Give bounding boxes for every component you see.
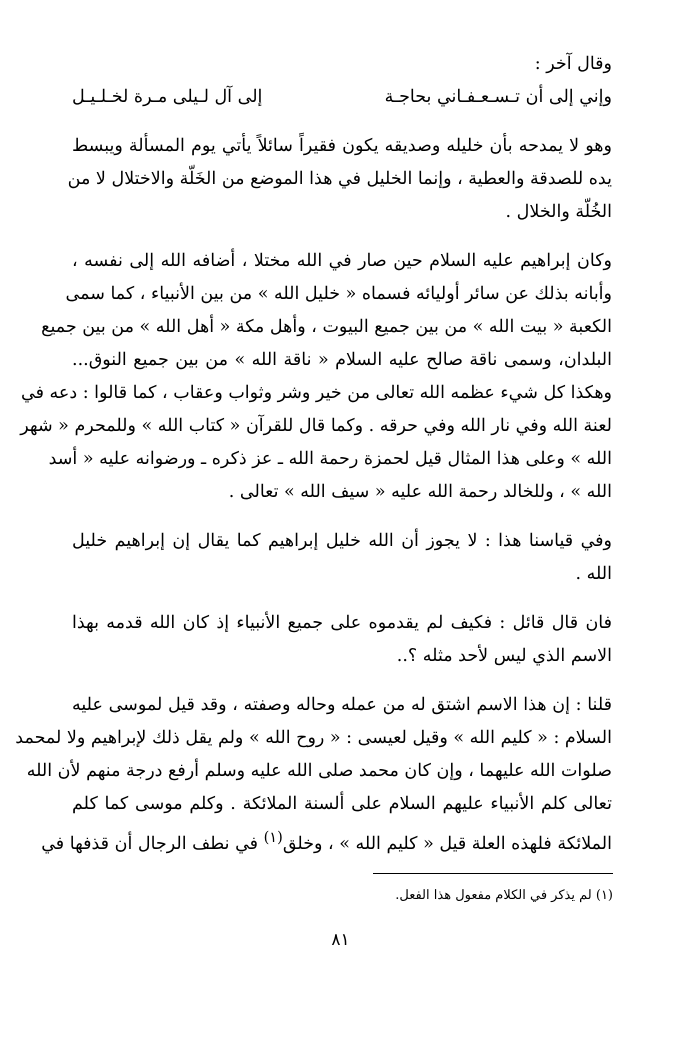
text-line: وكان إبراهيم عليه السلام حين صار في الله مختلا ، أضافه الله إلى نفسه ، — [72, 251, 612, 271]
footnote-number: (١) — [595, 888, 613, 903]
text-line: فان قال قائل : فكيف لم يقدموه على جميع الأنبياء إذ كان الله قدمه بهذا — [72, 613, 612, 633]
text-line: وهو لا يمدحه بأن خليله وصديقه يكون فقيراً سائلاً يأتي يوم المسألة ويبسط — [72, 136, 612, 156]
text-line: الخُلّة والخلال . — [505, 202, 612, 222]
main-text — [15, 48, 612, 854]
footnote — [300, 886, 613, 906]
text-line: لعنة الله وفي نار الله وفي حرقه . وكما قال للقرآن « كتاب الله » وللمحرم « شهر — [20, 416, 612, 436]
verse-left-hemistich: إلى آل لـيلى مـرة لخـلـيـل — [72, 87, 263, 107]
text-line: السلام : « كليم الله » وقيل لعيسى : « روح الله » ولم يقل ذلك لإبراهيم ولا لمحمد — [15, 728, 612, 748]
text-line: وأبانه بذلك عن سائر أوليائه فسماه « خليل الله » من بين الأنبياء ، كما سمى — [65, 284, 612, 304]
text-line: وفي قياسنا هذا : لا يجوز أن الله خليل إبراهيم كما يقال إن إبراهيم خليل — [72, 531, 612, 551]
text-line: الله » وعلى هذا المثال قيل لحمزة رحمة الله ـ عز ذكره ـ ورضوانه عليه « أسد — [48, 449, 612, 469]
text-line — [41, 821, 612, 854]
text-line: الله » ، وللخالد رحمة الله عليه « سيف الله » تعالى . — [228, 482, 612, 502]
verse-right-hemistich: وإني إلى أن تـسـعـفـاني بحاجـة — [384, 87, 612, 107]
text-line: الله . — [575, 564, 612, 584]
footnote-text: لم يذكر في الكلام مفعول هذا الفعل. — [395, 888, 592, 903]
text-line: قلنا : إن هذا الاسم اشتق له من عمله وحاله وصفته ، وقد قيل لموسى عليه — [72, 695, 612, 715]
text-line: وهكذا كل شيء عظمه الله تعالى من خير وشر وثواب وعقاب ، كما قالوا : دعه في — [21, 383, 612, 403]
page-number: ٨١ — [331, 930, 350, 950]
text-line: تعالى كلم الأنبياء عليهم السلام على ألسنة الملائكة . وكلم موسى كما كلم — [72, 794, 612, 814]
text-fragment: في نطف الرجال أن قذفها في — [41, 833, 259, 854]
text-fragment: الملائكة فلهذه العلة قيل « كليم الله » ، وخلق — [282, 833, 612, 854]
footnote-marker: (١) — [263, 829, 283, 846]
text-line: الاسم الذي ليس لأحد مثله ؟.. — [396, 646, 612, 666]
footnote-divider — [373, 873, 613, 874]
text-line: البلدان، وسمى ناقة صالح عليه السلام « ناقة الله » من بين جميع النوق... — [72, 350, 612, 370]
text-line: يده للصدقة والعطية ، وإنما الخليل في هذا الموضع من الخَلّة والاختلال لا من — [67, 169, 612, 189]
text-line: صلوات الله عليهما ، وإن كان محمد صلى الله عليه وسلم أرفع درجة منهم لأن الله — [26, 761, 612, 781]
poetry-verse — [72, 81, 612, 114]
text-line: الكعبة « بيت الله » من بين جميع البيوت ، وأهل مكة « أهل الله » من بين جميع — [41, 317, 612, 337]
verse-intro: وقال آخر : — [534, 54, 612, 74]
